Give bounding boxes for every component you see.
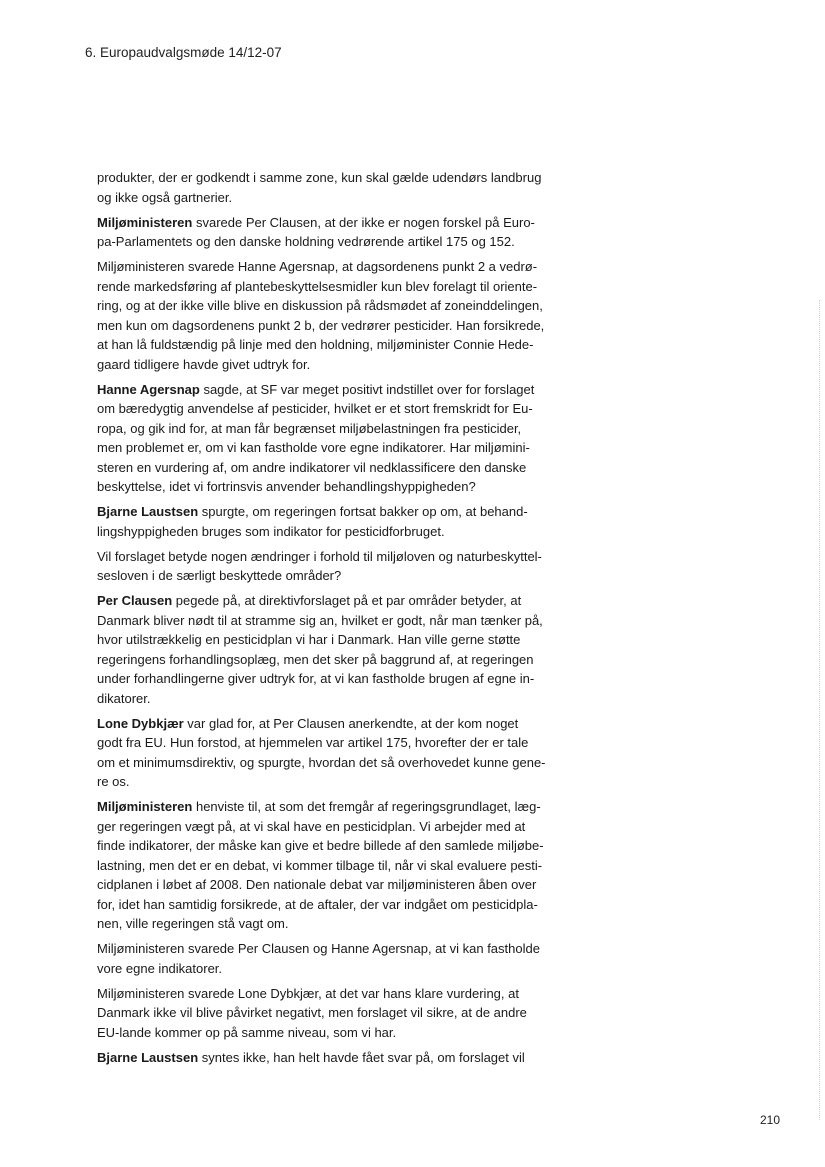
scan-edge-line <box>819 300 821 1120</box>
paragraph-text: henviste til, at som det fremgår af regeringsgrundlaget, læg- ger regeringen vægt på, at vi skal have en pesticidplan. Vi arbejder med at finde indikatorer, der måske kan give et bedre billede af den samlede miljøbe- lastning, men det er en debat, vi kommer tilbage til, når vi skal evaluere pesti- cidplanen i løbet af 2008. Den nationale debat var miljøministeren åben over for, idet han samtidig forsikrede, at de aftaler, der var indgået om pesticidpla- nen, ville regeringen stå vagt om. <box>97 799 544 931</box>
speaker-name: Per Clausen <box>97 593 173 608</box>
paragraph-text: produkter, der er godkendt i samme zone, kun skal gælde udendørs landbrug og ikke også gartnerier. <box>97 170 542 205</box>
speaker-name: Bjarne Laustsen <box>97 1049 199 1065</box>
paragraph-3 <box>97 257 581 374</box>
paragraph-text: syntes ikke, han helt havde fået svar på, om forslaget vil <box>198 1049 525 1065</box>
speaker-name: Miljøministeren <box>97 799 193 814</box>
speaker-name: Bjarne Laustsen <box>97 504 199 519</box>
paragraph-5 <box>97 502 581 541</box>
paragraph-text: sagde, at SF var meget positivt indstillet over for forslaget om bæredygtig anvendelse af pesticider, hvilket er et stort fremskridt for Eu- ropa, og gik ind for, at man får begrænset miljøbelastningen fra pesticider, men problemet er, om vi kan fastholde vore egne indikatorer. Har miljømini- steren en vurdering af, om andre indikatorer vil nedklassificere den danske beskyttelse, idet vi fortrinsvis anvender behandlingshyppigheden? <box>97 381 535 494</box>
paragraph-text: Miljøministeren svarede Per Clausen og Hanne Agersnap, at vi kan fastholde vore egne indikatorer. <box>97 941 540 976</box>
speaker-name: Miljøministeren <box>97 214 193 230</box>
paragraph-text: Vil forslaget betyde nogen ændringer i forhold til miljøloven og naturbeskyttel- sesloven i de særligt beskyttede områder? <box>97 548 542 583</box>
paragraph-text: svarede Per Clausen, at der ikke er nogen forskel på Euro- pa-Parlamentets og den danske holdning vedrørende artikel 175 og 152. <box>97 214 535 249</box>
paragraph-7 <box>97 591 581 708</box>
paragraph-10 <box>97 939 581 978</box>
paragraph-text: Miljøministeren svarede Hanne Agersnap, at dagsordenens punkt 2 a vedrø- rende markedsføring af plantebeskyttelsesmidler kun blev forelagt til oriente- ring, og at der ikke ville blive en diskussion på rådsmødet af zoneinddelingen, men kun om dagsordenens punkt 2 b, der vedrører pesticider. Han forsikrede, at han lå fuldstændig på linje med den holdning, miljøminister Connie Hede- gaard tidligere havde givet udtryk for. <box>97 259 545 372</box>
page-number: 210 <box>760 1113 781 1127</box>
speaker-name: Hanne Agersnap <box>97 381 200 397</box>
paragraph-text: Miljøministeren svarede Lone Dybkjær, at det var hans klare vurdering, at Danmark ikke vil blive påvirket negativt, men forslaget vil sikre, at de andre EU-lande kommer op på samme niveau, som vi har. <box>97 985 527 1040</box>
paragraph-text: var glad for, at Per Clausen anerkendte, at der kom noget godt fra EU. Hun forstod, at hjemmelen var artikel 175, hvorefter der er tale om et minimumsdirektiv, og spurgte, hvordan det så overhovedet kunne gene- re os. <box>97 715 546 789</box>
paragraph-2 <box>97 213 581 252</box>
paragraph-12 <box>97 1048 581 1068</box>
paragraph-text: spurgte, om regeringen fortsat bakker op om, at behand- lingshyppigheden bruges som indikator for pesticidforbruget. <box>97 504 528 539</box>
paragraph-8 <box>97 714 581 792</box>
paragraph-1 <box>97 168 581 207</box>
document-body <box>97 168 581 1073</box>
paragraph-6 <box>97 547 581 586</box>
paragraph-4 <box>97 380 581 497</box>
paragraph-text: pegede på, at direktivforslaget på et par områder betyder, at Danmark bliver nødt til at stramme sig an, hvilket er godt, når man tænker på, hvor utilstrækkelig en pesticidplan vi har i Danmark. Han ville gerne støtte regeringens forhandlingsoplæg, men det sker på baggrund af, at regeringen under forhandlingerne giver udtryk for, at vi kan fastholde brugen af egne in- dikatorer. <box>97 593 543 706</box>
paragraph-9 <box>97 797 581 934</box>
paragraph-11 <box>97 984 581 1043</box>
speaker-name: Lone Dybkjær <box>97 715 184 731</box>
page-header: 6. Europaudvalgsmøde 14/12-07 <box>85 45 282 60</box>
